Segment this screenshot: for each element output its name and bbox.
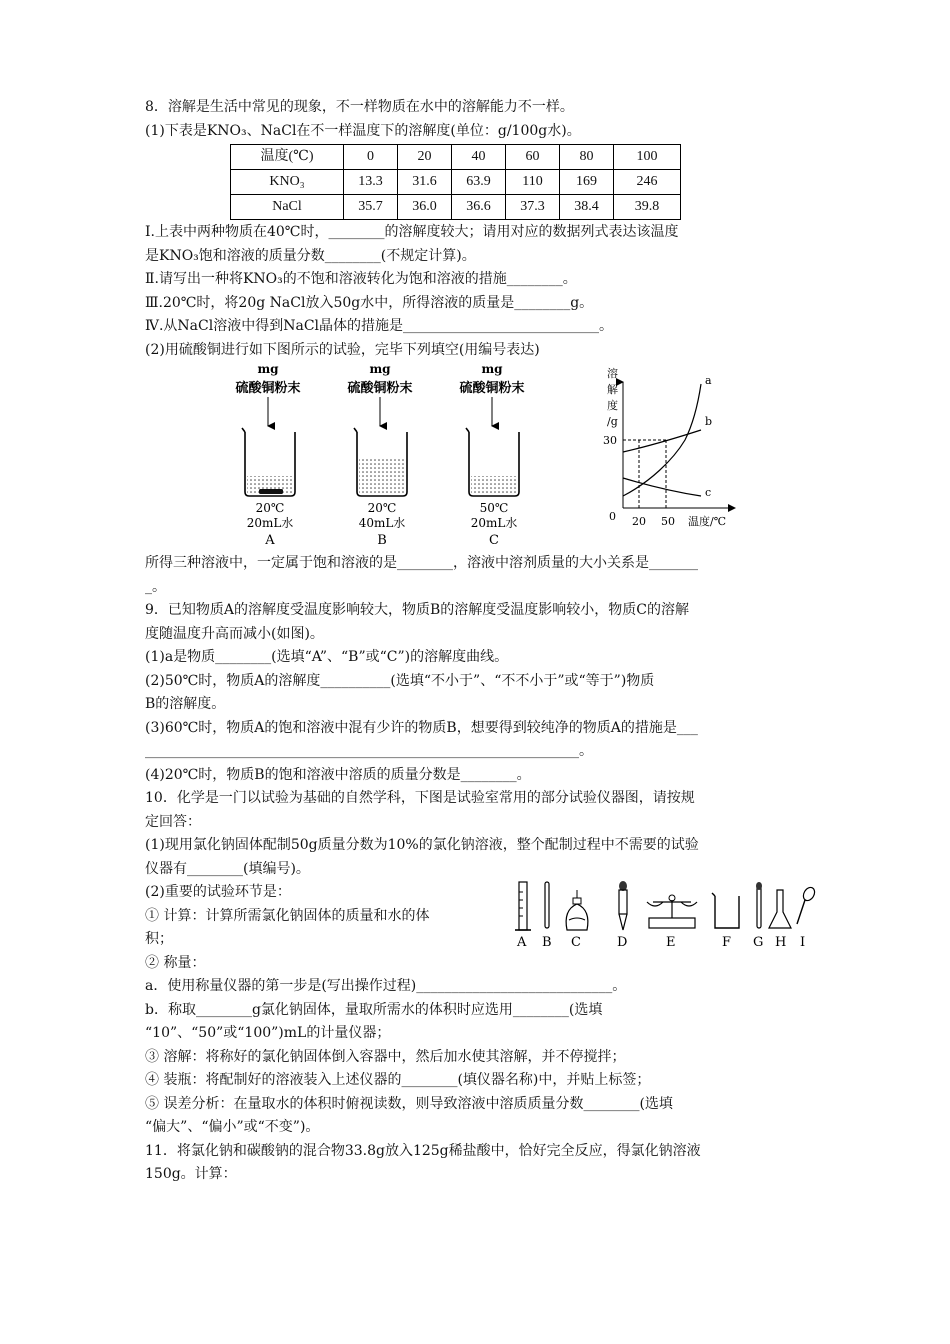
svg-text:H: H: [775, 935, 787, 950]
q8-p1-intro: (1)下表是KNO₃、NaCl在不一样温度下的溶解度(单位：g/100g水)。: [145, 122, 581, 139]
instrument-f-beaker: [712, 893, 739, 950]
q10-s4: ④ 装瓶：将配制好的溶液装入上述仪器的________(填仪器名称)中，并贴上标签；: [145, 1072, 651, 1088]
svg-text:F: F: [722, 935, 732, 950]
q10-s2a: a．使用称量仪器的第一步是(写出操作过程)____________________________。: [145, 978, 627, 994]
svg-text:20℃: 20℃: [255, 501, 285, 515]
beaker-c-label: C: [489, 533, 499, 548]
q9-p3-line2: ______________________________________________________________。: [145, 743, 593, 759]
svg-text:40mL水: 40mL水: [358, 516, 406, 530]
svg-text:C: C: [571, 935, 581, 950]
svg-text:20℃: 20℃: [367, 501, 397, 515]
beaker-b-powder: 硫酸铜粉末: [347, 381, 413, 396]
beaker-c-powder: 硫酸铜粉末: [459, 381, 525, 396]
q9-title-line2: 度随温度升高而减小(如图)。: [145, 625, 324, 642]
q10-s5-line2: “偏大”、“偏小”或“不变”)。: [145, 1119, 320, 1135]
q8-p2-question-line1: 所得三种溶液中，一定属于饱和溶液的是________，溶液中溶剂质量的大小关系是_______: [145, 555, 698, 571]
svg-text:D: D: [617, 935, 628, 950]
instrument-g-test-tube: [753, 882, 763, 950]
q8-p2-intro: (2)用硫酸铜进行如下图所示的试验，完毕下列填空(用编号表达): [145, 341, 540, 358]
q10-p1-line2: 仪器有________(填编号)。: [145, 860, 310, 877]
solubility-graph: [603, 366, 736, 528]
x-tick-20: 20: [632, 515, 646, 528]
beaker-experiment-diagram: [145, 362, 810, 552]
q9-p3-line1: (3)60℃时，物质A的饱和溶液中混有少许的物质B，想要得到较纯净的物质A的措施是___: [145, 719, 698, 736]
q11-line2: 150g。计算：: [145, 1166, 237, 1182]
origin-label: 0: [609, 510, 616, 523]
table-row: KNO₃ 13.3 31.6 63.9 110 169 246: [231, 170, 681, 195]
beaker-a-label: A: [265, 533, 275, 548]
q9-p4: (4)20℃时，物质B的饱和溶液中溶质的质量分数是________。: [145, 766, 531, 783]
lab-instruments-diagram: [513, 880, 833, 950]
y-tick-30: 30: [603, 434, 617, 447]
q9-p2-line2: B的溶解度。: [145, 696, 226, 712]
instrument-a-graduated-cylinder: [515, 882, 531, 950]
curve-b-label: b: [705, 415, 713, 428]
svg-text:I: I: [800, 935, 806, 950]
q10-title-line1: 10．化学是一门以试验为基础的自然学科，下图是试验室常用的部分试验仪器图，请按规: [145, 790, 695, 806]
solubility-table: [230, 144, 681, 220]
q8-i-line2: 是KNO₃饱和溶液的质量分数________(不规定计算)。: [145, 247, 476, 264]
svg-text:/g: /g: [607, 415, 618, 428]
x-tick-50: 50: [661, 515, 675, 528]
beaker-c-mass: mg: [481, 362, 503, 376]
instrument-h-funnel: [769, 890, 791, 950]
svg-text:50℃: 50℃: [479, 501, 509, 515]
curve-b: [623, 430, 701, 452]
q10-s2: ② 称量：: [145, 954, 206, 971]
curve-c: [623, 478, 701, 496]
svg-text:20mL水: 20mL水: [470, 516, 518, 530]
q9-p2-line1: (2)50℃时，物质A的溶解度__________(选填“不小于”、“不不小于”或“等于”)物质: [145, 672, 655, 689]
svg-text:E: E: [666, 935, 676, 950]
q9-title-line1: 9．已知物质A的溶解度受温度影响较大，物质B的溶解度受温度影响较小，物质C的溶解: [145, 602, 690, 618]
q8-ii: Ⅱ.请写出一种将KNO₃的不饱和溶液转化为饱和溶液的措施________。: [145, 271, 577, 287]
beaker-a-mass: mg: [257, 362, 279, 376]
beaker-b: [347, 362, 412, 548]
beaker-a: [235, 362, 300, 548]
q10-s1-line2: 积；: [145, 931, 173, 947]
table-row: NaCl 35.7 36.0 36.6 37.3 38.4 39.8: [231, 195, 681, 220]
curve-a-label: a: [705, 374, 712, 387]
beaker-b-label: B: [377, 533, 387, 548]
beaker-b-mass: mg: [369, 362, 391, 376]
x-axis-label: 温度/℃: [688, 515, 727, 528]
q8-i-line1: Ⅰ.上表中两种物质在40℃时，________的溶解度较大；请用对应的数据列式表达该温度: [145, 224, 679, 240]
beaker-c: [459, 362, 524, 548]
q8-p2-question-line2: _。: [145, 578, 166, 595]
q10-p2: (2)重要的试验环节是：: [145, 884, 291, 900]
instrument-c-alcohol-lamp: [566, 890, 588, 950]
instrument-i-medicine-spoon: [797, 885, 817, 950]
q10-s3: ③ 溶解：将称好的氯化钠固体倒入容器中，然后加水使其溶解，并不停搅拌；: [145, 1048, 626, 1065]
q10-s2b-line1: b．称取________g氯化钠固体，量取所需水的体积时应选用________(选填: [145, 1001, 603, 1018]
svg-text:20mL水: 20mL水: [246, 516, 294, 530]
instrument-d-dropper: [617, 881, 627, 950]
svg-text:度: 度: [607, 399, 618, 412]
instrument-e-balance: [647, 895, 697, 950]
q10-title-line2: 定回答：: [145, 813, 201, 830]
q9-p1: (1)a是物质________(选填“A”、“B”或“C”)的溶解度曲线。: [145, 649, 509, 665]
svg-text:A: A: [517, 935, 527, 950]
beaker-a-powder: 硫酸铜粉末: [235, 381, 301, 396]
svg-text:解: 解: [607, 383, 618, 396]
svg-text:溶: 溶: [607, 367, 618, 380]
undissolved-solid: [259, 489, 283, 494]
curve-c-label: c: [705, 486, 712, 499]
q8-iv: Ⅳ.从NaCl溶液中得到NaCl晶体的措施是____________________________。: [145, 318, 614, 334]
svg-text:B: B: [542, 935, 552, 950]
q11-line1: 11．将氯化钠和碳酸钠的混合物33.8g放入125g稀盐酸中，恰好完全反应，得氯化钠溶液: [145, 1142, 701, 1159]
svg-text:G: G: [753, 935, 764, 950]
q10-p1-line1: (1)现用氯化钠固体配制50g质量分数为10%的氯化钠溶液，整个配制过程中不需要的试验: [145, 837, 699, 853]
worksheet: [145, 96, 810, 1187]
q10-s1-line1: ① 计算：计算所需氯化钠固体的质量和水的体: [145, 907, 430, 924]
table-row: 温度(℃) 0 20 40 60 80 100: [231, 145, 681, 170]
q10-s2b-line2: “10”、“50”或“100”)mL的计量仪器；: [145, 1025, 391, 1041]
copper-sulfate-figure: [145, 362, 810, 552]
q8-iii: Ⅲ.20℃时，将20g NaCl放入50g水中，所得溶液的质量是________g。: [145, 294, 594, 311]
q8-title: 8．溶解是生活中常见的现象，不一样物质在水中的溶解能力不一样。: [145, 99, 574, 115]
instrument-b-glass-rod: [542, 882, 552, 950]
q10-s5-line1: ⑤ 误差分析：在量取水的体积时俯视读数，则导致溶液中溶质质量分数________(选填: [145, 1095, 673, 1112]
